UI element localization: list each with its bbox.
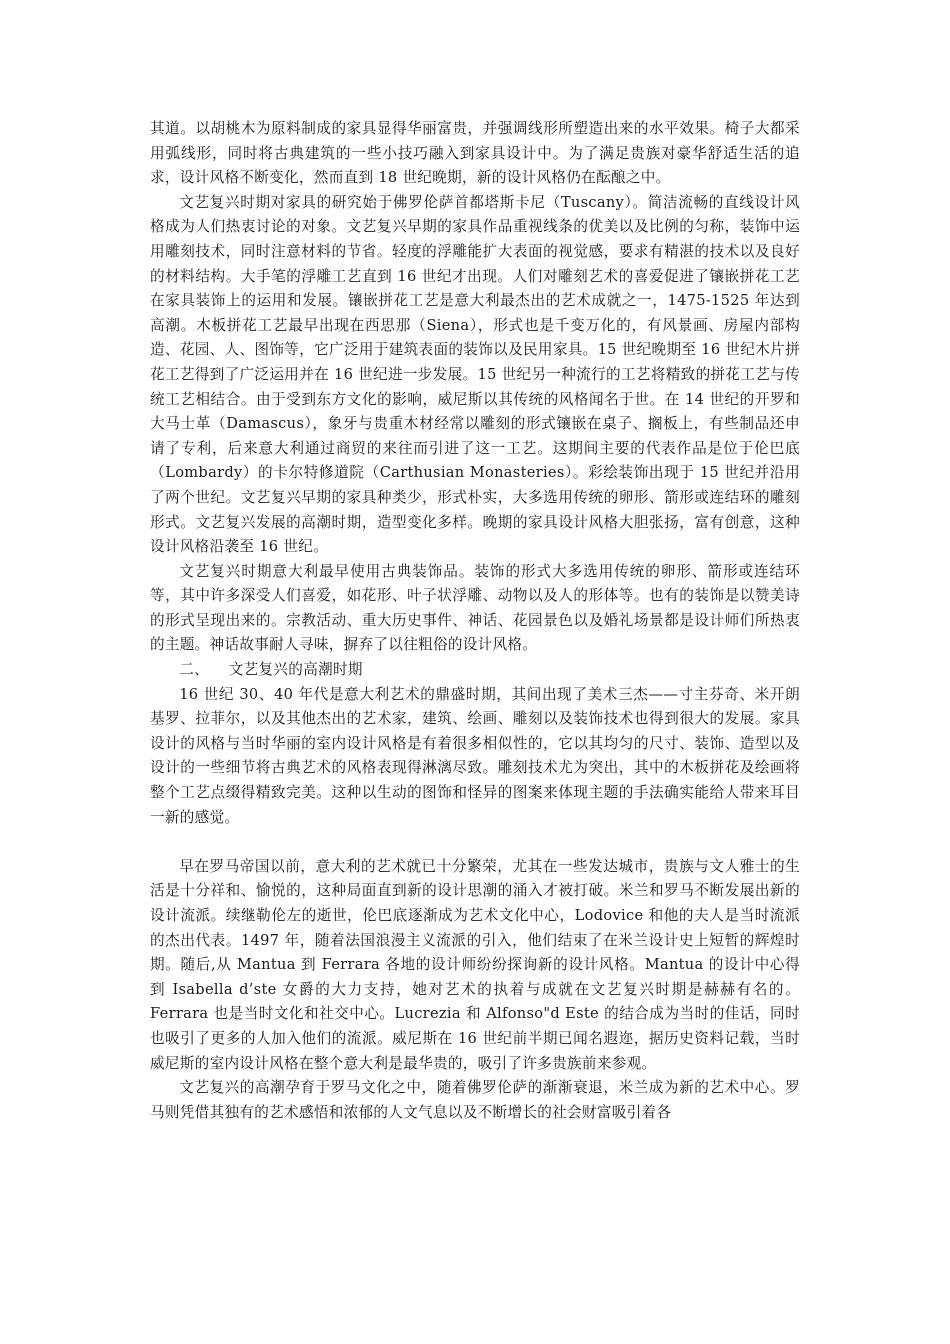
document-page: [150, 117, 800, 1125]
paragraph-early-renaissance-furniture: 文艺复兴时期对家具的研究始于佛罗伦萨首都塔斯卡尼（Tuscany）。简洁流畅的直线设计风格成为人们热衷讨论的对象。文艺复兴早期的家具作品重视线条的优美以及比例的匀称，装饰中运用雕刻技术，同时注意材料的节省。轻度的浮雕能扩大表面的视觉感，要求有精湛的技术以及良好的材料结构。大手笔的浮雕工艺直到 16 世纪才出现。人们对雕刻艺术的喜爱促进了镶嵌拼花工艺在家具装饰上的运用和发展。镶嵌拼花工艺是意大利最杰出的艺术成就之一，1475-1525 年达到高潮。木板拼花工艺最早出现在西思那（Siena），形式也是千变万化的，有风景画、房屋内部构造、花园、人、图饰等，它广泛用于建筑表面的装饰以及民用家具。15 世纪晚期至 16 世纪木片拼花工艺得到了广泛运用并在 16 世纪进一步发展。15 世纪另一种流行的工艺将精致的拼花工艺与传统工艺相结合。由于受到东方文化的影响，威尼斯以其传统的风格闻名于世。在 14 世纪的开罗和大马士革（Damascus），象牙与贵重木材经常以雕刻的形式镶嵌在桌子、搁板上，有些制品还申请了专利，后来意大利通过商贸的来往而引进了这一工艺。这期间主要的代表作品是位于伦巴底（Lombardy）的卡尔特修道院（Carthusian Monasteries）。彩绘装饰出现于 15 世纪并沿用了两个世纪。文艺复兴早期的家具种类少，形式朴实，大多选用传统的卵形、箭形或连结环的雕刻形式。文艺复兴发展的高潮时期，造型变化多样。晚期的家具设计风格大胆张扬，富有创意，这种设计风格沿袭至 16 世纪。: [150, 193, 800, 556]
blank-line: [150, 830, 800, 855]
section-heading: 二、 文艺复兴的高潮时期: [179, 661, 363, 679]
paragraph-rome-culture: 文艺复兴的高潮孕育于罗马文化之中，随着佛罗伦萨的渐渐衰退，米兰成为新的艺术中心。罗马则凭借其独有的艺术感悟和浓郁的人文气息以及不断增长的社会财富吸引着各: [150, 1079, 800, 1121]
paragraph-classical-ornament: 文艺复兴时期意大利最早使用古典装饰品。装饰的形式大多选用传统的卵形、箭形或连结环等，其中许多深受人们喜爱，如花形、叶子状浮雕、动物以及人的形体等。也有的装饰是以赞美诗的形式呈现出来的。宗教活动、重大历史事件、神话、花园景色以及婚礼场景都是设计师们所热衷的主题。神话故事耐人寻味，摒弃了以往粗俗的设计风格。: [150, 562, 800, 654]
paragraph-roman-empire: 早在罗马帝国以前，意大利的艺术就已十分繁荣，尤其在一些发达城市，贵族与文人雅士的生活是十分祥和、愉悦的，这种局面直到新的设计思潮的涌入才被打破。米兰和罗马不断发展出新的设计流派。续继勒伦左的逝世，伦巴底逐渐成为艺术文化中心，Lodovice 和他的夫人是当时流派的杰出代表。1497 年，随着法国浪漫主义流派的引入，他们结束了在米兰设计史上短暂的辉煌时期。随后,从 Mantua 到 Ferrara 各地的设计师纷纷探询新的设计风格。Mantua 的设计中心得到 Isabella d’ste 女爵的大力支持，她对艺术的执着与成就在文艺复兴时期是赫赫有名的。Ferrara 也是当时文化和社交中心。Lucrezia 和 Alfonso"d Este 的结合成为当时的佳话，同时也吸引了更多的人加入他们的流派。威尼斯在 16 世纪前半期已闻名遐迩，据历史资料记载，当时威尼斯的室内设计风格在整个意大利是最华贵的，吸引了许多贵族前来参观。: [150, 857, 800, 1072]
paragraph-high-renaissance: 16 世纪 30、40 年代是意大利艺术的鼎盛时期，其间出现了美术三杰——寸主芬奇、米开朗基罗、拉菲尔，以及其他杰出的艺术家，建筑、绘画、雕刻以及装饰技术也得到很大的发展。家具设计的风格与当时华丽的室内设计风格是有着很多相似性的，它以其均匀的尺寸、装饰、造型以及设计的一些细节将古典艺术的风格表现得淋漓尽致。雕刻技术尤为突出，其中的木板拼花及绘画将整个工艺点缀得精致完美。这种以生动的图饰和怪异的图案来体现主题的手法确实能给人带来耳目一新的感觉。: [150, 685, 800, 826]
paragraph-continuation: 其道。以胡桃木为原料制成的家具显得华丽富贵，并强调线形所塑造出来的水平效果。椅子大都采用弧线形，同时将古典建筑的一些小技巧融入到家具设计中。为了满足贵族对豪华舒适生活的追求，设计风格不断变化，然而直到 18 世纪晚期，新的设计风格仍在酝酿之中。: [150, 120, 800, 187]
